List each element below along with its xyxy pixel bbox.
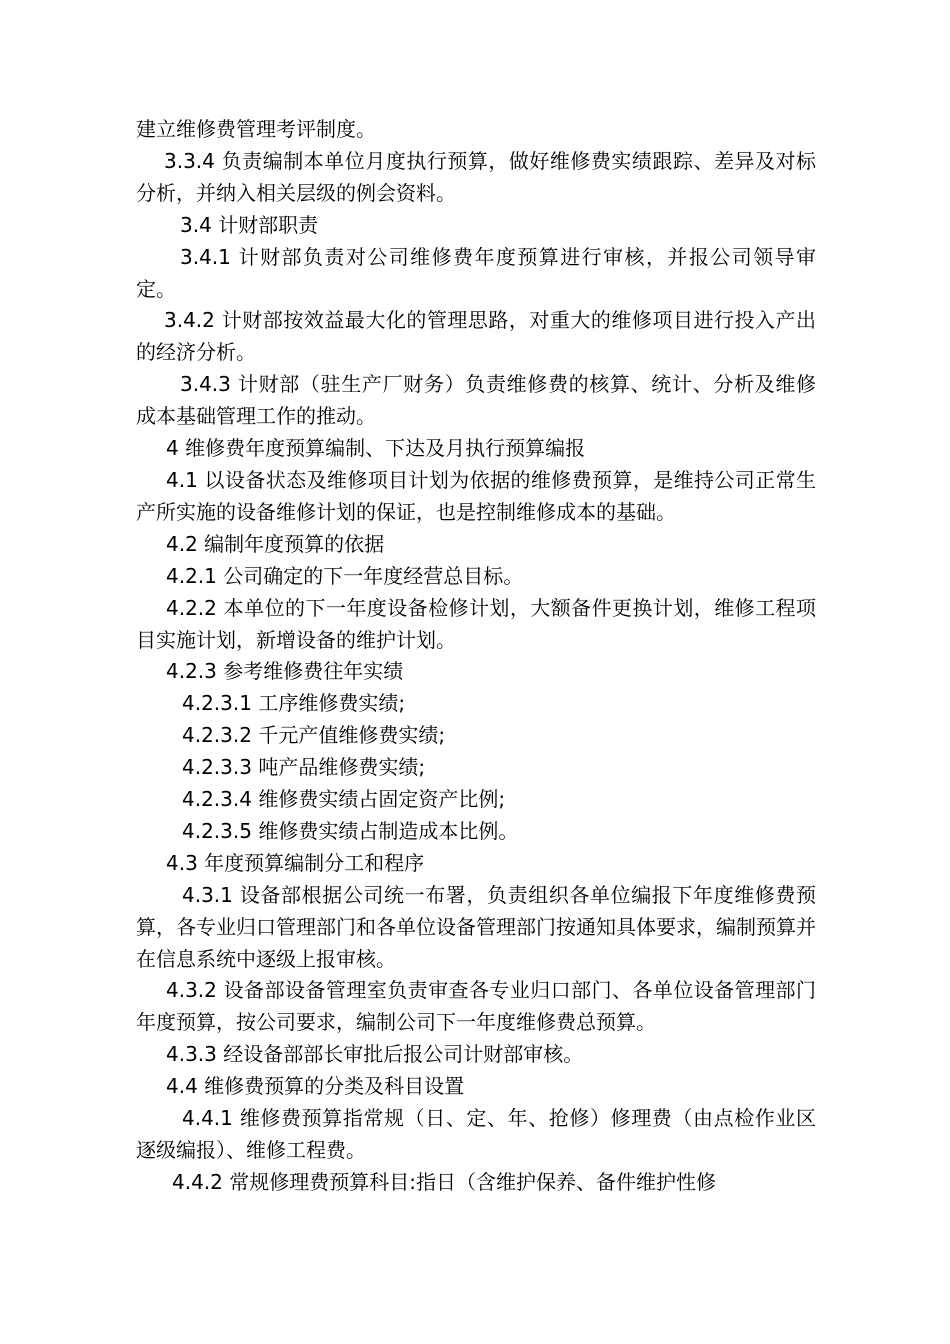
paragraph: 4.2.3 参考维修费往年实绩 xyxy=(166,659,404,684)
list-item: 4.2.3.2 千元产值维修费实绩; xyxy=(182,723,446,748)
paragraph: 3.4.3 计财部（驻生产厂财务）负责维修费的核算、统计、分析及维修成本基础管理工作的推动。 xyxy=(136,372,816,429)
paragraph: 4.1 以设备状态及维修项目计划为依据的维修费预算，是维持公司正常生产所实施的设备维修计划的保证，也是控制维修成本的基础。 xyxy=(136,467,816,524)
section-heading: 4.2 编制年度预算的依据 xyxy=(166,531,385,556)
paragraph: 4.3.3 经设备部部长审批后报公司计财部审核。 xyxy=(166,1042,584,1067)
list-item: 4.2.3.5 维修费实绩占制造成本比例。 xyxy=(182,818,519,843)
paragraph: 4.4.1 维修费预算指常规（日、定、年、抢修）修理费（由点检作业区逐级编报）、维修工程费。 xyxy=(136,1106,816,1162)
paragraph: 4.4.2 常规修理费预算科目:指日（含维护保养、备件维护性修 xyxy=(172,1169,716,1194)
paragraph: 4.2.2 本单位的下一年度设备检修计划，大额备件更换计划，维修工程项目实施计划，新增设备的维护计划。 xyxy=(136,595,816,652)
document-body xyxy=(136,114,816,1199)
paragraph: 3.4.1 计财部负责对公司维修费年度预算进行审核，并报公司领导审定。 xyxy=(136,244,816,301)
section-heading: 4.4 维修费预算的分类及科目设置 xyxy=(166,1074,465,1099)
list-item: 4.2.3.3 吨产品维修费实绩; xyxy=(182,755,426,780)
list-item: 4.2.3.4 维修费实绩占固定资产比例; xyxy=(182,787,506,812)
list-item: 4.2.3.1 工序维修费实绩; xyxy=(182,691,406,716)
section-heading: 4 维修费年度预算编制、下达及月执行预算编报 xyxy=(166,436,586,461)
section-heading: 3.4 计财部职责 xyxy=(180,212,319,237)
section-heading: 4.3 年度预算编制分工和程序 xyxy=(166,850,425,875)
paragraph: 建立维修费管理考评制度。 xyxy=(136,117,376,141)
paragraph: 3.4.2 计财部按效益最大化的管理思路，对重大的维修项目进行投入产出的经济分析。 xyxy=(136,308,816,365)
paragraph: 4.3.2 设备部设备管理室负责审查各专业归口部门、各单位设备管理部门年度预算，按公司要求，编制公司下一年度维修费总预算。 xyxy=(136,978,816,1035)
paragraph: 4.3.1 设备部根据公司统一布署，负责组织各单位编报下年度维修费预算，各专业归口管理部门和各单位设备管理部门按通知具体要求，编制预算并在信息系统中逐级上报审核。 xyxy=(136,882,816,971)
paragraph: 3.3.4 负责编制本单位月度执行预算，做好维修费实绩跟踪、差异及对标分析，并纳入相关层级的例会资料。 xyxy=(136,148,816,205)
paragraph: 4.2.1 公司确定的下一年度经营总目标。 xyxy=(166,563,524,588)
